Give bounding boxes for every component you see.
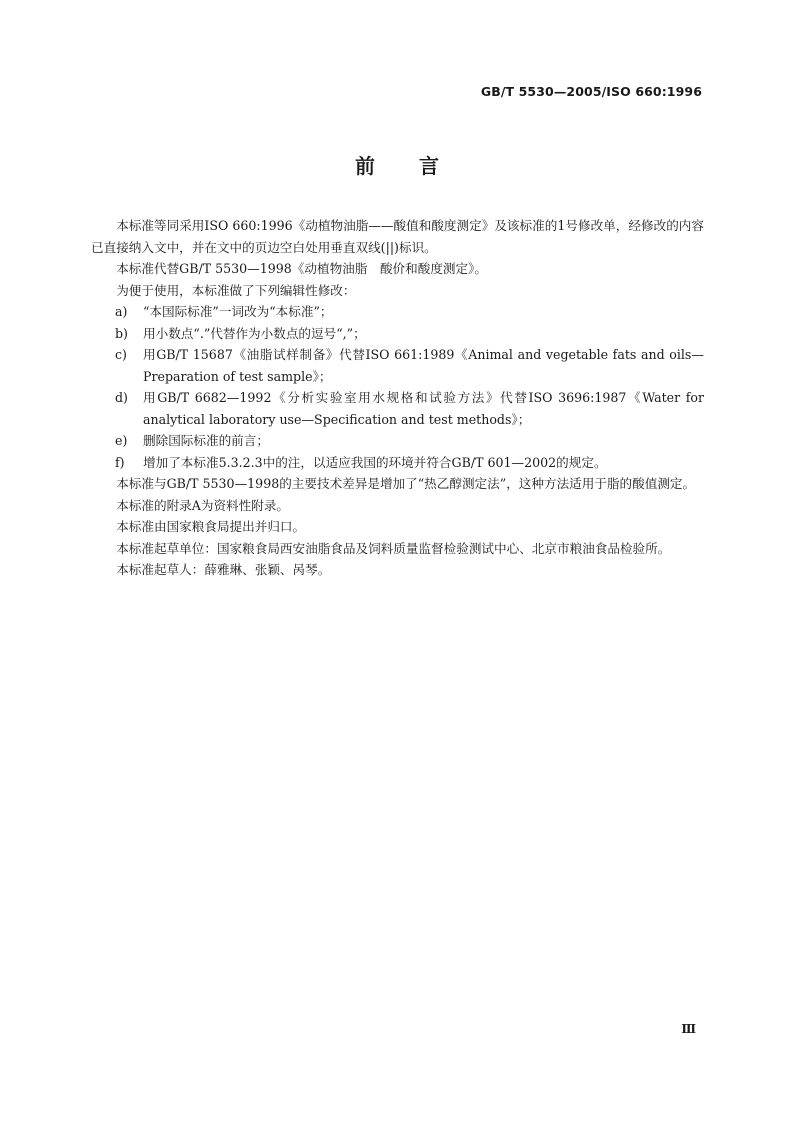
paragraph: 本标准与GB/T 5530—1998的主要技术差异是增加了“热乙醇测定法”，这种方法适用于脂的酸值测定。 — [116, 476, 696, 491]
paragraph: 本标准等同采用ISO 660:1996《动植物油脂——酸值和酸度测定》及该标准的1号修改单，经修改的内容已直接纳入文中，并在文中的页边空白处用垂直双线(||)标识。 — [91, 218, 704, 255]
standard-code: GB/T 5530—2005/ISO 660:1996 — [480, 84, 702, 99]
page-title: 前言 — [355, 154, 483, 178]
list-marker: d) — [115, 390, 128, 405]
list-marker: b) — [115, 325, 128, 341]
list-item-text: 用GB/T 15687《油脂试样制备》代替ISO 661:1989《Animal and vegetable fats and oils—Preparation of test sample》； — [143, 347, 704, 384]
list-item-text: 用GB/T 6682—1992《分析实验室用水规格和试验方法》代替ISO 3696:1987《Water for analytical laboratory use—Specification and test methods》； — [143, 390, 704, 427]
foreword-body — [91, 215, 704, 581]
list-item — [91, 344, 704, 387]
paragraph: 本标准的附录A为资料性附录。 — [116, 497, 290, 513]
list-item-text: 增加了本标准5.3.2.3中的注，以适应我国的环境并符合GB/T 601—2002的规定。 — [143, 454, 607, 470]
list-marker: e) — [115, 433, 128, 448]
list-item — [91, 323, 704, 345]
paragraph: 本标准起草人：薛雅琳、张颖、呙琴。 — [116, 562, 331, 577]
list-item — [91, 387, 704, 430]
paragraph: 本标准起草单位：国家粮食局西安油脂食品及饲料质量监督检验测试中心、北京市粮油食品检验所。 — [116, 540, 671, 556]
list-item-text: 用小数点“.”代替作为小数点的逗号“,”； — [143, 325, 366, 341]
paragraph: 为便于使用，本标准做了下列编辑性修改： — [116, 282, 356, 298]
list-marker: f) — [115, 454, 125, 470]
list-marker: a) — [115, 304, 128, 319]
list-item — [91, 301, 704, 323]
list-item — [91, 452, 704, 474]
list-item-text: “本国际标准”一词改为“本标准”； — [143, 304, 333, 319]
page-number: Ⅲ — [681, 1022, 696, 1036]
paragraph: 本标准代替GB/T 5530—1998《动植物油脂 酸价和酸度测定》。 — [116, 261, 488, 276]
list-item-text: 删除国际标准的前言； — [143, 433, 269, 448]
list-item — [91, 430, 704, 452]
list-marker: c) — [115, 347, 127, 362]
paragraph: 本标准由国家粮食局提出并归口。 — [116, 519, 306, 534]
